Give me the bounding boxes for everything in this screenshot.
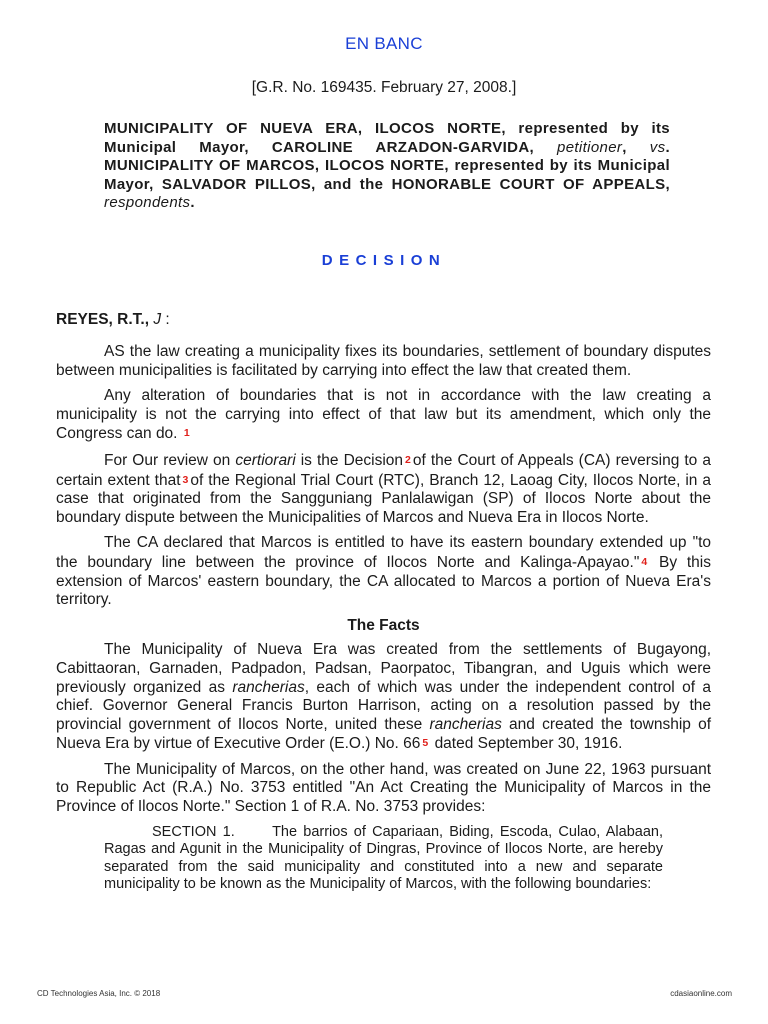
court-division-heading: EN BANC	[345, 34, 423, 53]
decision-title: DECISION	[321, 252, 447, 269]
statute-quote	[104, 824, 663, 894]
versus-label: vs	[649, 138, 666, 156]
paragraph-1: AS the law creating a municipality fixes its boundaries, settlement of boundary disputes between municipalities is facilitated by carrying into effect the law that created them.	[56, 343, 711, 379]
footer-website: cdasiaonline.com	[670, 989, 732, 998]
section-heading-facts: The Facts	[347, 616, 420, 634]
quote-text: The barrios of Capariaan, Biding, Escoda, Culao, Alabaan, Ragas and Agunit in the Municipality of Dingras, Province of Ilocos Norte, are hereby separated from the said municipality and constituted into a new and separate municipality to be known as the Municipality of Marcos, with the following boundaries:	[104, 823, 663, 893]
petitioner-label: petitioner	[557, 138, 623, 156]
footnote-link[interactable]: 1	[183, 427, 190, 440]
quote-section-label: SECTION 1.	[152, 823, 235, 840]
respondent-label: respondents	[104, 194, 191, 212]
ponente-name: REYES, R.T.,	[56, 311, 150, 328]
paragraph-6: The Municipality of Marcos, on the other hand, was created on June 22, 1963 pursuant to Republic Act (R.A.) No. 3753 entitled "An Act Creating the Municipality of Marcos in the Province of Ilocos Norte." Section 1 of R.A. No. 3753 provides:	[56, 760, 711, 816]
ponente-title: J	[153, 311, 162, 328]
footnote-link[interactable]: 4	[641, 555, 648, 568]
paragraph-2: Any alteration of boundaries that is not in accordance with the law creating a municipality is not the carrying into effect of that law but its amendment, which only the Congress can do. $^1$	[56, 387, 711, 443]
decision-body	[56, 343, 711, 894]
paragraph-3: For Our review on certiorari is the Decision $^2$ of the Court of Appeals (CA) reversing to a certain extent that $^3$ of the Regional Trial Court (RTC), Branch 12, Laoag City, Ilocos Norte, in a case that originated from the Sangguniang Panlalawigan (SP) of Ilocos Norte about the boundary dispute between the Municipalities of Marcos and Nueva Era in Ilocos Norte.	[56, 451, 711, 526]
case-parties: MUNICIPALITY OF NUEVA ERA, ILOCOS NORTE, represented by its Municipal Mayor, CAROLINE ARZADON-GARVIDA, petitioner, vs. MUNICIPALITY OF MARCOS, ILOCOS NORTE, represented by its Municipal Mayor, SALVADOR PILLOS, and the HONORABLE COURT OF APPEALS, respondents.	[104, 120, 670, 212]
footer-copyright: CD Technologies Asia, Inc. © 2018	[37, 989, 161, 998]
paragraph-5: The Municipality of Nueva Era was created from the settlements of Bugayong, Cabittaoran, Garnaden, Padpadon, Padsan, Paorpatoc, Tibangran, and Uguis which were previously organized as rancherias, each of which was under the independent control of a chief. Governor General Francis Burton Harrison, acting on a resolution passed by the provincial government of Ilocos Norte, united these rancherias and created the township of Nueva Era by virtue of Executive Order (E.O.) No. 66 $^5$ dated September 30, 1916.	[56, 641, 712, 753]
case-number: [G.R. No. 169435. February 27, 2008.]	[251, 79, 517, 96]
paragraph-4: The CA declared that Marcos is entitled to have its eastern boundary extended up "to the boundary line between the province of Ilocos Norte and Kalinga-Apayao." $^4$ By this extension of Marcos' eastern boundary, the CA allocated to Marcos a portion of Nueva Era's territory.	[56, 534, 711, 609]
footnote-link[interactable]: 2	[405, 453, 411, 466]
respondent-text: MUNICIPALITY OF MARCOS, ILOCOS NORTE, represented by its Municipal Mayor, SALVADOR PILLOS, and the HONORABLE COURT OF APPEALS,	[104, 157, 670, 193]
footnote-link[interactable]: 3	[182, 473, 189, 486]
ponente: REYES, R.T., J :	[56, 311, 170, 328]
petitioner-text: MUNICIPALITY OF NUEVA ERA, ILOCOS NORTE, represented by its Municipal Mayor, CAROLINE ARZADON-GARVIDA,	[104, 120, 670, 156]
footnote-link[interactable]: 5	[422, 737, 429, 750]
